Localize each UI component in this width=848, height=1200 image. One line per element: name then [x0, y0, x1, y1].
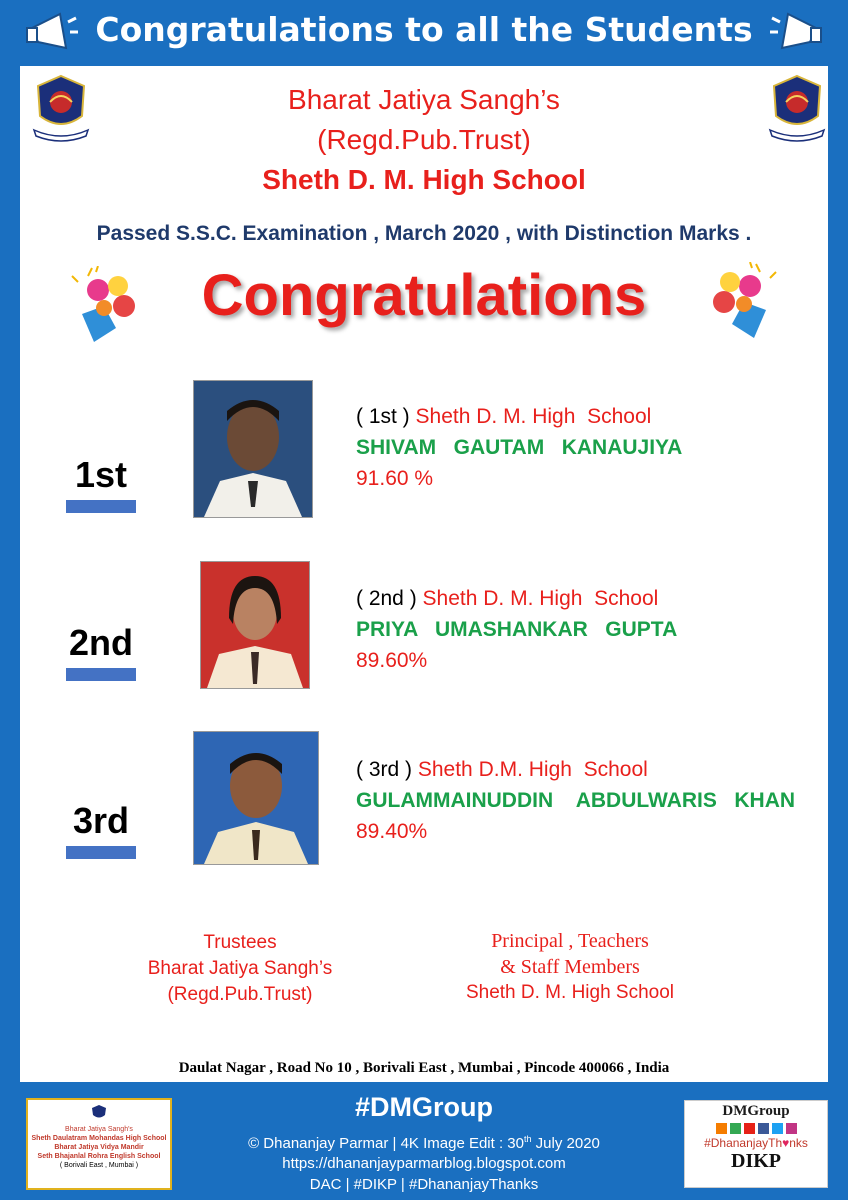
principal-label: Principal , Teachers: [491, 930, 649, 952]
card-line-3: Bharat Jatiya Vidya Mandir: [54, 1144, 144, 1151]
topper-name-3: GULAMMAINUDDIN ABDULWARIS KHAN: [356, 789, 796, 812]
twitter-icon: [772, 1123, 783, 1134]
dmgroup-card: [684, 1100, 828, 1188]
credit-suffix: July 2020: [531, 1135, 600, 1152]
topper-school-1: Sheth D. M. High School: [415, 405, 652, 428]
topper-position-1: ( 1st ): [356, 405, 410, 428]
dmgroup-brand: DMGroup: [722, 1103, 790, 1119]
topper-name-1: SHIVAM GAUTAM KANAUJIYA: [356, 436, 683, 459]
tag-line: DAC | #DIKP | #DhananjayThanks: [309, 1176, 539, 1193]
card-line-5: ( Borivali East , Mumbai ): [59, 1162, 139, 1169]
trustees-label: Trustees: [203, 932, 277, 953]
blog-url[interactable]: https://dhananjayparmarblog.blogspot.com: [282, 1155, 566, 1172]
maps-icon: [730, 1123, 741, 1134]
banner-title: Congratulations to all the Students: [95, 10, 753, 49]
school-name: Sheth D. M. High School: [262, 164, 586, 195]
rank-underline-2: [66, 668, 136, 681]
thanks-tag: [685, 1136, 827, 1150]
org-name: Bharat Jatiya Sangh’s: [288, 84, 560, 115]
exam-line: Passed S.S.C. Examination , March 2020 , with Distinction Marks .: [96, 222, 752, 245]
principal-signature: [420, 928, 720, 1006]
topper-position-2: ( 2nd ): [356, 587, 417, 610]
rank-label-1: 1st: [74, 454, 128, 495]
card-line-1: Bharat Jatiya Sangh's: [65, 1126, 133, 1133]
rank-label-2: 2nd: [68, 622, 133, 663]
staff-label: & Staff Members: [500, 956, 640, 978]
topper-school-3: Sheth D.M. High School: [417, 758, 648, 781]
youtube-icon: [744, 1123, 755, 1134]
dikp-label: DIKP: [731, 1150, 781, 1172]
megaphone-icon-right: [768, 8, 824, 60]
topper-score-3: 89.40%: [356, 820, 428, 843]
topper-score-1: 91.60 %: [356, 467, 434, 490]
instagram-icon: [786, 1123, 797, 1134]
topper-school-line-2: [356, 587, 658, 611]
heart-icon: ♥: [782, 1136, 790, 1150]
facebook-icon: [758, 1123, 769, 1134]
topper-school-line-3: [356, 758, 648, 782]
congratulations-heading: Congratulations: [201, 263, 647, 328]
thanks-tag-suffix: nks: [789, 1136, 808, 1150]
topper-score-2: 89.60%: [356, 649, 428, 672]
rank-underline-1: [66, 500, 136, 513]
student-photo-2: [200, 561, 310, 689]
rank-label-3: 3rd: [72, 800, 130, 841]
trustees-org: Bharat Jatiya Sangh’s: [147, 958, 333, 979]
topper-school-line-1: [356, 405, 651, 429]
trustees-registration: (Regd.Pub.Trust): [167, 984, 313, 1005]
topper-position-3: ( 3rd ): [356, 758, 413, 781]
blogger-icon: [716, 1123, 727, 1134]
trustees-signature: [110, 930, 370, 1008]
credit-prefix: © Dhananjay Parmar | 4K Image Edit : 30: [248, 1135, 524, 1152]
student-photo-1: [193, 380, 313, 518]
school-address: Daulat Nagar , Road No 10 , Borivali East , Mumbai , Pincode 400066 , India: [178, 1060, 670, 1076]
social-icons: [685, 1123, 827, 1134]
thanks-tag-prefix: #DhananjayTh: [704, 1136, 783, 1150]
topper-name-2: PRIYA UMASHANKAR GUPTA: [356, 618, 678, 641]
card-line-2: Sheth Daulatram Mohandas High School: [31, 1135, 167, 1142]
rank-underline-3: [66, 846, 136, 859]
student-photo-3: [193, 731, 319, 865]
org-registration: (Regd.Pub.Trust): [317, 124, 531, 155]
credit-sup: th: [524, 1134, 532, 1144]
hashtag-title: #DMGroup: [355, 1092, 493, 1122]
topper-school-2: Sheth D. M. High School: [422, 587, 659, 610]
principal-school: Sheth D. M. High School: [465, 982, 675, 1003]
card-line-4: Seth Bhajanlal Rohra English School: [37, 1153, 161, 1160]
